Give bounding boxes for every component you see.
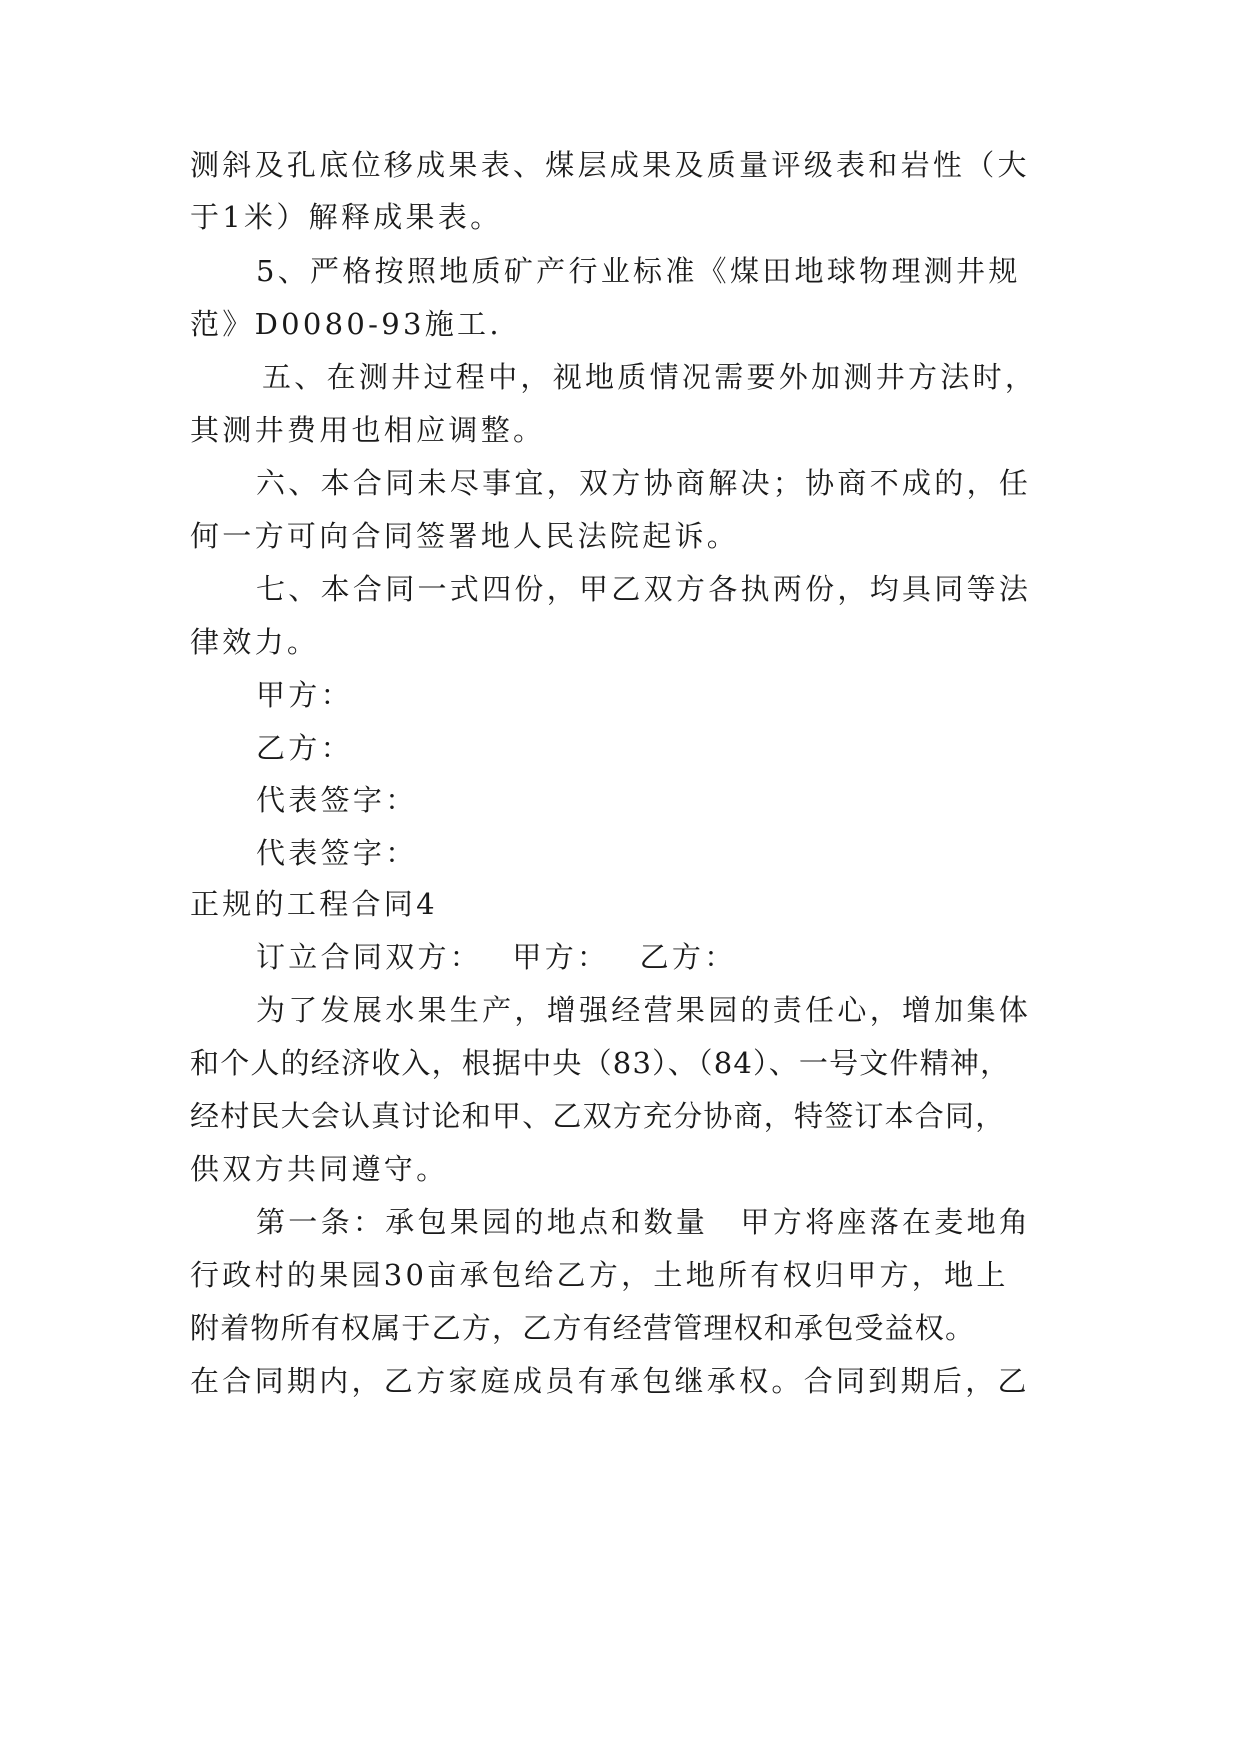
paragraph-line: 行政村的果园30亩承包给乙方，土地所有权归甲方，地上 — [190, 1258, 1009, 1292]
paragraph-line: 其测井费用也相应调整。 — [190, 413, 546, 447]
article-heading-line: 第一条：承包果园的地点和数量 甲方将座落在麦地角 — [256, 1205, 1032, 1239]
paragraph-line: 何一方可向合同签署地人民法院起诉。 — [190, 519, 740, 553]
paragraph-line: 测斜及孔底位移成果表、煤层成果及质量评级表和岩性（大 — [190, 148, 1030, 182]
paragraph-line: 供双方共同遵守。 — [190, 1152, 449, 1186]
paragraph-line: 六、本合同未尽事宜，双方协商解决；协商不成的，任 — [256, 466, 1032, 500]
paragraph-line: 七、本合同一式四份，甲乙双方各执两份，均具同等法 — [256, 572, 1032, 606]
paragraph-line: 为了发展水果生产，增强经营果园的责任心，增加集体 — [256, 993, 1032, 1027]
paragraph-line: 和个人的经济收入，根据中央（83）、（84）、一号文件精神， — [190, 1046, 1011, 1080]
signature-representative-b: 代表签字： — [256, 836, 418, 870]
paragraph-line: 于1米）解释成果表。 — [190, 200, 503, 234]
parties-line: 订立合同双方： 甲方： 乙方： — [256, 940, 737, 974]
paragraph-line: 律效力。 — [190, 625, 320, 659]
paragraph-line: 五、在测井过程中，视地质情况需要外加测井方法时， — [262, 360, 1038, 394]
section-title: 正规的工程合同4 — [190, 887, 438, 921]
signature-party-b: 乙方： — [256, 731, 353, 765]
signature-party-a: 甲方： — [256, 678, 353, 712]
paragraph-line: 5、严格按照地质矿产行业标准《煤田地球物理测井规 — [256, 254, 1021, 288]
paragraph-line: 经村民大会认真讨论和甲、乙双方充分协商，特签订本合同， — [190, 1099, 1006, 1133]
paragraph-line: 范》D0080-93施工. — [190, 307, 502, 341]
paragraph-line: 附着物所有权属于乙方，乙方有经营管理权和承包受益权。 — [190, 1311, 976, 1345]
paragraph-line: 在合同期内，乙方家庭成员有承包继承权。合同到期后，乙 — [190, 1364, 1030, 1398]
signature-representative-a: 代表签字： — [256, 783, 418, 817]
